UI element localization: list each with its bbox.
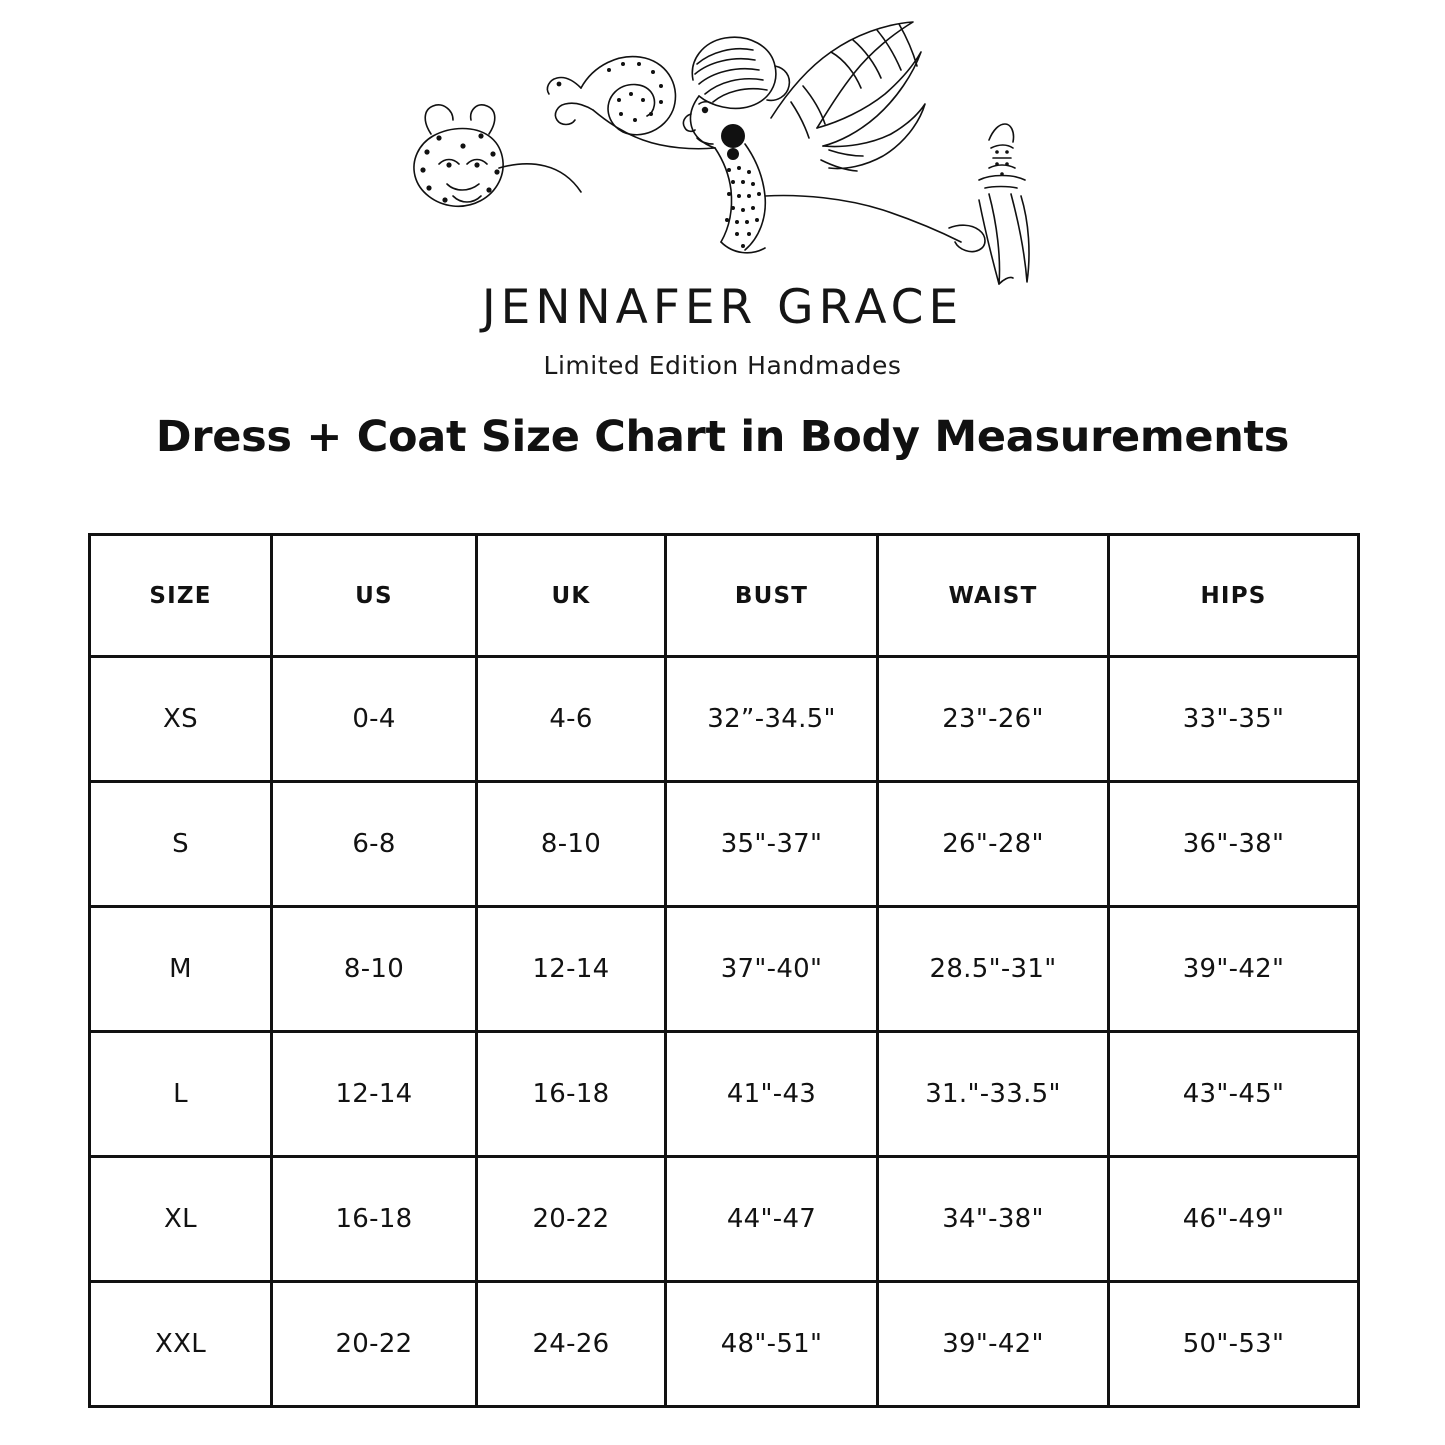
column-header-uk: UK [477, 535, 666, 657]
brand-tagline: Limited Edition Handmades [543, 351, 902, 380]
table-row [90, 907, 1359, 1032]
cell-size: S [90, 782, 272, 907]
cell-size: XXL [90, 1282, 272, 1407]
column-header-bust: BUST [666, 535, 878, 657]
table-row [90, 657, 1359, 782]
cell-hips: 39"-42" [1109, 907, 1359, 1032]
table-row [90, 1032, 1359, 1157]
cell-size: M [90, 907, 272, 1032]
cell-waist: 31."-33.5" [878, 1032, 1109, 1157]
cell-uk: 4-6 [477, 657, 666, 782]
cell-uk: 24-26 [477, 1282, 666, 1407]
cell-uk: 16-18 [477, 1032, 666, 1157]
table-header-row [90, 535, 1359, 657]
brand-wordmark: JENNAFER GRACE [481, 280, 964, 335]
cell-waist: 34"-38" [878, 1157, 1109, 1282]
column-header-us: US [272, 535, 477, 657]
cell-bust: 37"-40" [666, 907, 878, 1032]
brand-logo-block [0, 18, 1445, 378]
cell-bust: 32”-34.5" [666, 657, 878, 782]
cell-waist: 28.5"-31" [878, 907, 1109, 1032]
table-row [90, 1157, 1359, 1282]
cell-bust: 41"-43 [666, 1032, 878, 1157]
cell-hips: 36"-38" [1109, 782, 1359, 907]
cell-hips: 43"-45" [1109, 1032, 1359, 1157]
cell-bust: 35"-37" [666, 782, 878, 907]
cell-bust: 44"-47 [666, 1157, 878, 1282]
column-header-waist: WAIST [878, 535, 1109, 657]
cell-us: 8-10 [272, 907, 477, 1032]
cell-size: XS [90, 657, 272, 782]
cell-hips: 46"-49" [1109, 1157, 1359, 1282]
cell-hips: 33"-35" [1109, 657, 1359, 782]
woman-with-snake-leopard-dagger-icon [393, 18, 1053, 288]
cell-hips: 50"-53" [1109, 1282, 1359, 1407]
cell-size: L [90, 1032, 272, 1157]
size-chart-table-wrapper [88, 533, 1357, 1408]
table-row [90, 1282, 1359, 1407]
cell-us: 0-4 [272, 657, 477, 782]
cell-uk: 12-14 [477, 907, 666, 1032]
cell-us: 20-22 [272, 1282, 477, 1407]
size-chart-table [88, 533, 1360, 1408]
column-header-hips: HIPS [1109, 535, 1359, 657]
cell-waist: 23"-26" [878, 657, 1109, 782]
cell-waist: 26"-28" [878, 782, 1109, 907]
cell-us: 12-14 [272, 1032, 477, 1157]
table-row [90, 782, 1359, 907]
page-title: Dress + Coat Size Chart in Body Measurements [155, 412, 1290, 462]
cell-us: 6-8 [272, 782, 477, 907]
cell-size: XL [90, 1157, 272, 1282]
cell-uk: 20-22 [477, 1157, 666, 1282]
cell-bust: 48"-51" [666, 1282, 878, 1407]
cell-uk: 8-10 [477, 782, 666, 907]
cell-us: 16-18 [272, 1157, 477, 1282]
cell-waist: 39"-42" [878, 1282, 1109, 1407]
column-header-size: SIZE [90, 535, 272, 657]
